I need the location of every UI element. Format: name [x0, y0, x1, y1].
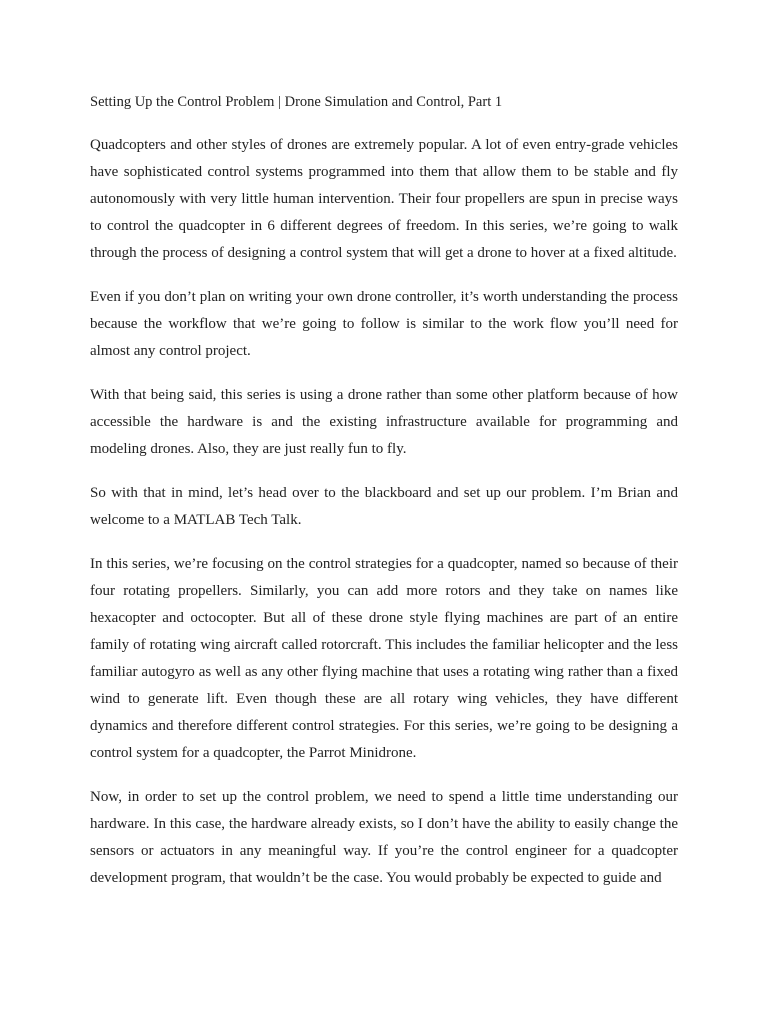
paragraph-welcome: So with that in mind, let’s head over to the blackboard and set up our problem. I’m Brian and welcome to a MATLAB Tech Talk. [90, 485, 678, 528]
paragraph-hardware: Now, in order to set up the control problem, we need to spend a little time understanding our hardware. In this case, the hardware already exists, so I don’t have the ability to easily change the sensors or actuators in any meaningful way. If you’re the control engineer for a quadcopter development program, that wouldn’t be the case. You would probably be expected to guide and [90, 789, 678, 886]
paragraph-platform: With that being said, this series is using a drone rather than some other platform because of how accessible the hardware is and the existing infrastructure available for programming and modeling drones. Also, they are just really fun to fly. [90, 387, 678, 457]
document-title: Setting Up the Control Problem | Drone Simulation and Control, Part 1 [90, 94, 503, 110]
paragraph-intro: Quadcopters and other styles of drones are extremely popular. A lot of even entry-grade vehicles have sophisticated control systems programmed into them that allow them to be stable and fly autonomously with very little human intervention. Their four propellers are spun in precise ways to control the quadcopter in 6 different degrees of freedom. In this series, we’re going to walk through the process of designing a control system that will get a drone to hover at a fixed altitude. [90, 137, 678, 261]
document-body [90, 92, 678, 909]
paragraph-rotorcraft: In this series, we’re focusing on the control strategies for a quadcopter, named so because of their four rotating propellers. Similarly, you can add more rotors and they take on names like hexacopter and octocopter. But all of these drone style flying machines are part of an entire family of rotating wing aircraft called rotorcraft. This includes the familiar helicopter and the less familiar autogyro as well as any other flying machine that uses a rotating wing rather than a fixed wind to generate lift. Even though these are all rotary wing vehicles, they have different dynamics and therefore different control strategies. For this series, we’re going to be designing a control system for a quadcopter, the Parrot Minidrone. [90, 556, 678, 761]
paragraph-workflow: Even if you don’t plan on writing your own drone controller, it’s worth understanding the process because the workflow that we’re going to follow is similar to the work flow you’ll need for almost any control project. [90, 289, 678, 359]
